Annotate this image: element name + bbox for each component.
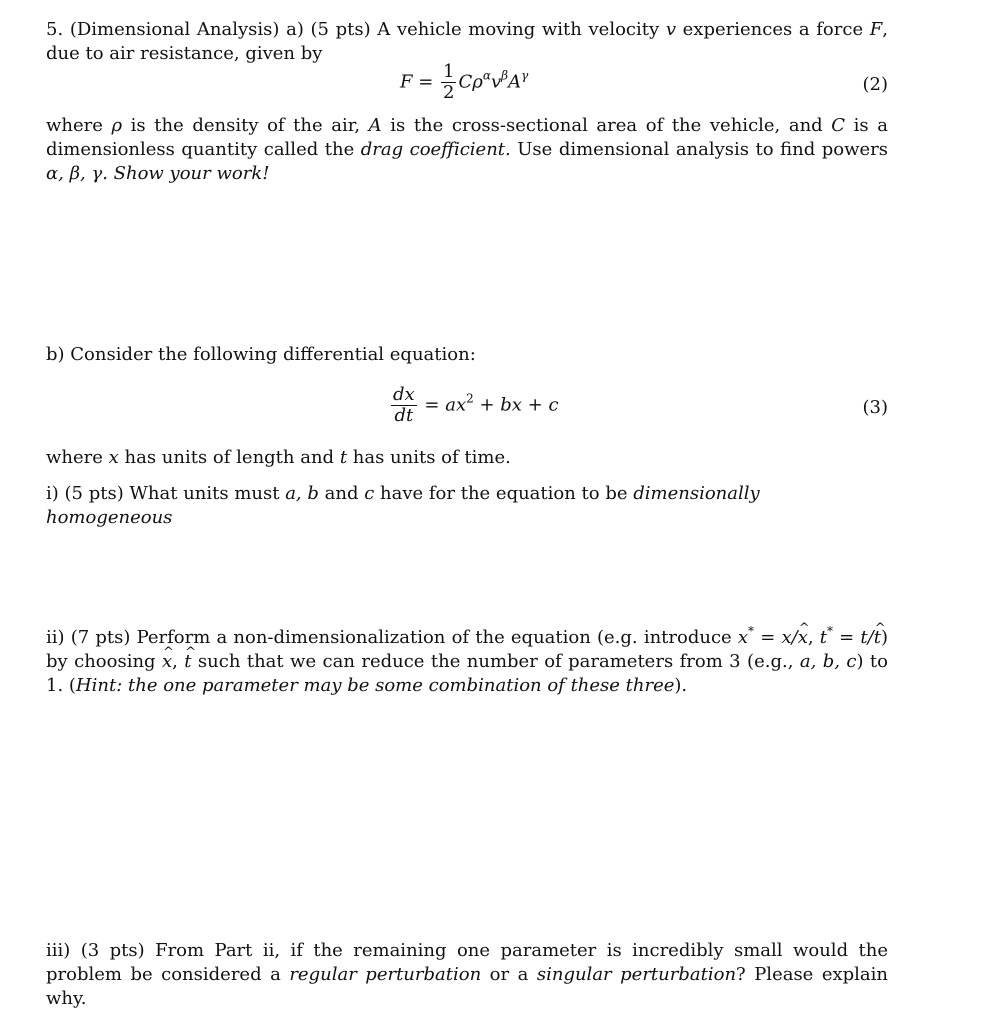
equation-2: [46, 62, 888, 112]
part-i-text: i) (5 pts) What units must: [46, 483, 286, 504]
q5-where-text: is the density of the air,: [122, 115, 369, 136]
part-b-where-text: has units of time.: [347, 447, 511, 468]
equation-3-number: (3): [862, 397, 888, 418]
eq2-beta: β: [501, 68, 509, 83]
eq3-square: 2: [466, 391, 474, 406]
eq3-numerator: dx: [393, 384, 415, 405]
var-x-hat: x ^: [162, 650, 172, 674]
part-ii-text: ,: [807, 627, 820, 648]
q5-intro-text: 5. (Dimensional Analysis) a) (5 pts) A vehicle moving with velocity: [46, 19, 666, 40]
q5-intro-text: , due to air resistance, given by: [46, 19, 888, 64]
dimensionally-homogeneous-term: dimensionally homogeneous: [46, 483, 760, 528]
params-a-b-c: a, b, c: [799, 651, 857, 672]
var-v: v: [665, 19, 676, 40]
regular-perturbation-term: regular perturbation: [289, 964, 482, 985]
eq2-gamma: γ: [521, 68, 529, 83]
eq3-rhs: = ax: [418, 394, 467, 416]
part-iii-text: iii) (3 pts) From Part ii, if the remaining one parameter is incredibly small would the problem be considered a: [46, 940, 888, 985]
eq2-A: A: [508, 71, 522, 93]
star-superscript: *: [826, 624, 833, 638]
show-work-note: Show your work!: [107, 163, 270, 184]
q5-where-text: Use dimensional analysis to find powers: [510, 139, 888, 160]
var-x: x: [108, 447, 119, 468]
part-ii: [46, 626, 888, 698]
q5-where-text: where: [46, 115, 112, 136]
param-c: c: [364, 483, 375, 504]
eq2-lhs: F: [400, 71, 413, 93]
x-star-definition: = x/: [754, 627, 798, 648]
t-star-definition: = t/: [832, 627, 874, 648]
part-b-where-text: where: [46, 447, 109, 468]
q5-intro-text: experiences a force: [676, 19, 870, 40]
singular-perturbation-term: singular perturbation: [536, 964, 737, 985]
eq3-fraction: [391, 385, 417, 426]
part-ii-text: ) by choosing: [46, 627, 888, 672]
equation-3: [46, 385, 888, 435]
part-b-where: [46, 446, 888, 470]
part-i-text: have for the equation to be: [374, 483, 634, 504]
part-iii-text: ? Please explain why.: [46, 964, 889, 1009]
part-iii-text: or a: [481, 964, 537, 985]
var-t-hat: t ^: [874, 626, 881, 650]
q5-intro: [46, 18, 888, 66]
var-rho: ρ: [111, 115, 123, 136]
part-b-text: b) Consider the following differential equation:: [46, 344, 476, 365]
equation-2-body: [400, 62, 528, 103]
q5-where: [46, 114, 888, 186]
part-i-text: and: [318, 483, 365, 504]
part-iii: [46, 939, 888, 1011]
var-C: C: [831, 115, 846, 136]
part-ii-text: ,: [172, 651, 185, 672]
powers-list: α, β, γ.: [46, 163, 108, 184]
eq2-equals: =: [412, 71, 440, 93]
var-x-star: x: [737, 627, 749, 648]
star-superscript: *: [748, 624, 755, 638]
part-ii-text: such that we can reduce the number of parameters from 3 (e.g.,: [191, 651, 800, 672]
part-b-where-text: has units of length and: [118, 447, 340, 468]
params-a-b: a, b: [285, 483, 319, 504]
eq2-v: v: [490, 71, 502, 93]
eq3-denominator: dt: [391, 405, 417, 426]
var-F: F: [869, 19, 883, 40]
q5-where-text: is the cross-sectional area of the vehicle, and: [381, 115, 832, 136]
part-ii-text: ii) (7 pts) Perform a non-dimensionalization of the equation (e.g. introduce: [46, 627, 738, 648]
part-ii-text: ).: [674, 675, 688, 696]
var-x-hat: x ^: [798, 626, 808, 650]
part-b-intro: [46, 343, 888, 367]
part-i: [46, 482, 888, 530]
equation-3-body: [389, 385, 559, 426]
q5-where-text: is a dimensionless quantity called the: [46, 115, 888, 160]
eq2-alpha: α: [482, 68, 491, 83]
eq2-denominator: 2: [443, 82, 455, 103]
eq3-rhs: + bx + c: [473, 394, 559, 416]
var-t-hat: t ^: [184, 650, 191, 674]
var-A: A: [368, 115, 382, 136]
drag-coefficient-term: drag coefficient.: [360, 139, 511, 160]
eq2-C: C: [458, 71, 473, 93]
eq2-numerator: 1: [443, 61, 455, 82]
eq2-rho: ρ: [472, 71, 483, 93]
hint-text: Hint: the one parameter may be some combination of these three: [75, 675, 675, 696]
eq2-fraction: [441, 62, 456, 103]
var-t-star: t: [819, 627, 827, 648]
equation-2-number: (2): [862, 74, 888, 95]
part-ii-text: ) to 1. (: [46, 651, 888, 696]
var-t: t: [339, 447, 348, 468]
